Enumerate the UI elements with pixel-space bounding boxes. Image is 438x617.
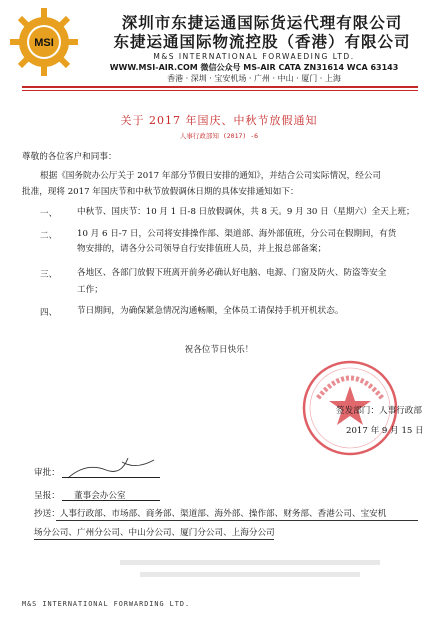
- approval-line: [62, 477, 160, 478]
- signatory: 签发部门：人事行政部: [336, 406, 422, 416]
- document-number: 人事行政部知 (2017) -6: [179, 132, 259, 140]
- item-number: 四、: [40, 308, 58, 318]
- notice-title: 关于 2017 年国庆、中秋节放假通知: [120, 114, 318, 127]
- item-number: 三、: [40, 270, 58, 280]
- logo-text: MSI: [34, 37, 54, 49]
- approval-label: 审批：: [34, 468, 60, 478]
- item-text: 10 月 6 日-7 日，公司将安排操作部、渠道部、海外部值班，分公司在假期间，有货: [77, 229, 397, 239]
- submit-value: 董事会办公室: [74, 491, 126, 501]
- company-contact: WWW.MSI-AIR.COM 微信公众号 MS-AIR CATA ZN31614 WCA 63143: [109, 63, 399, 72]
- greeting: 尊敬的各位客户和同事：: [22, 152, 117, 162]
- sign-date: 2017 年 9 月 15 日: [346, 426, 424, 436]
- cc-line-2: 场分公司、广州分公司、中山分公司、厦门分公司、上海分公司: [34, 528, 275, 538]
- submit-line: [62, 500, 160, 501]
- item-number: 一、: [40, 209, 58, 219]
- submit-label: 呈报：: [34, 491, 60, 501]
- company-name-en: M&S INTERNATIONAL FORWAEDING LTD.: [153, 52, 355, 61]
- closing-wishes: 祝各位节日快乐！: [184, 345, 254, 355]
- cc-underline: [34, 539, 274, 540]
- footer-company: M&S INTERNATIONAL FORWARDING LTD.: [22, 600, 191, 608]
- faint-background-text: [120, 560, 380, 565]
- item-text: 节日期间，为确保紧急情况沟通畅顺，全体员工请保持手机开机状态。: [77, 306, 344, 316]
- intro-line-2: 批准，现将 2017 年国庆节和中秋节放假调休日期的具体安排通知如下：: [22, 187, 299, 197]
- item-text: 中秋节、国庆节：10 月 1 日-8 日放假调休，共 8 天。9 月 30 日（星期六）全天上班；: [77, 207, 415, 217]
- item-number: 二、: [40, 231, 58, 241]
- cc-line-1: 抄送：人事行政部、市场部、商务部、渠道部、海外部、操作部、财务部、香港公司、宝安机: [34, 509, 387, 519]
- item-text: 物安排的，请各分公司领导自行安排值班人员，并上报总部备案；: [77, 244, 327, 254]
- item-text: 工作；: [77, 285, 103, 295]
- cc-underline: [56, 520, 418, 521]
- faint-background-text: [140, 572, 360, 577]
- header-divider: [22, 86, 418, 88]
- header-divider-thin: [22, 90, 418, 91]
- item-text: 各地区、各部门放假下班离开前务必确认好电脑、电源、门窗及防火、防盗等安全: [77, 268, 387, 278]
- company-offices: 香港 · 深圳 · 宝安机场 · 广州 · 中山 · 厦门 · 上海: [167, 74, 341, 83]
- intro-line-1: 根据《国务院办公厅关于 2017 年部分节假日安排的通知》，并结合公司实际情况，经公司: [40, 171, 382, 181]
- company-name-cn-1: 深圳市东捷运通国际货运代理有限公司: [121, 13, 403, 32]
- company-name-cn-2: 东捷运通国际物流控股（香港）有限公司: [113, 32, 411, 51]
